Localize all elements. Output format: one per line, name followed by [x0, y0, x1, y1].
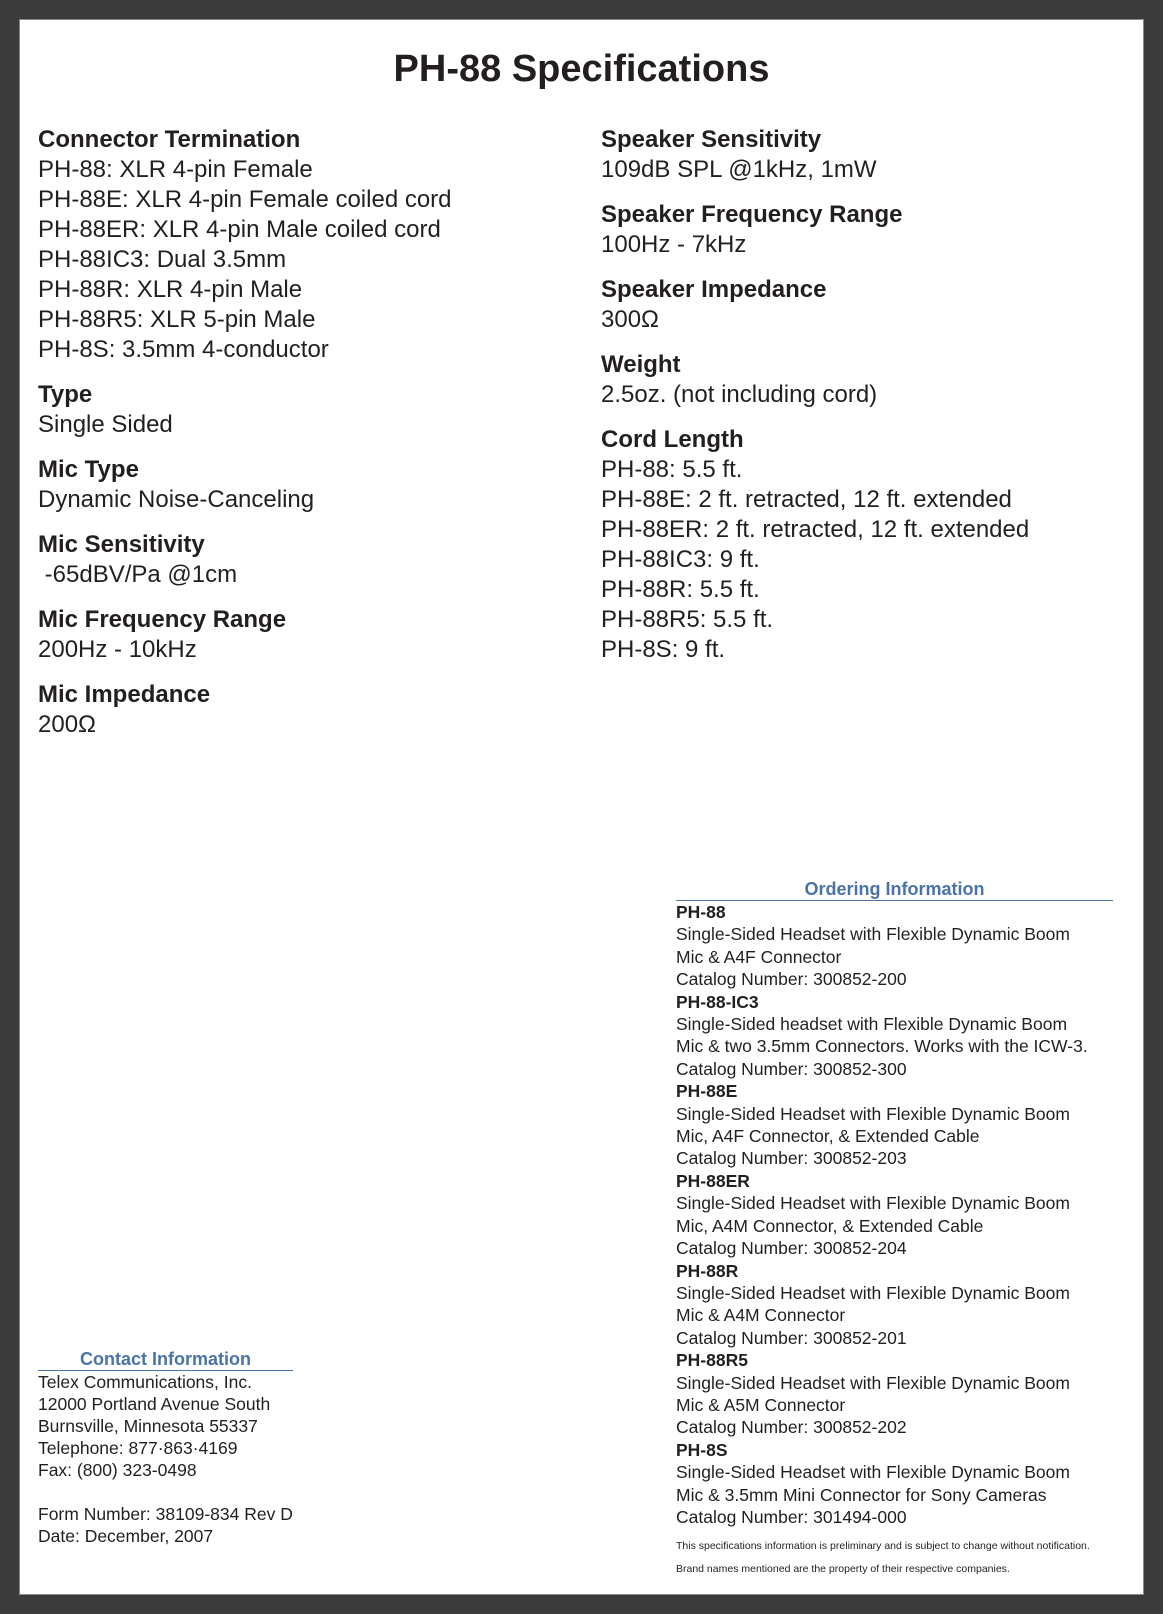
spec-value: PH-88IC3: Dual 3.5mm — [38, 246, 287, 273]
spec-block — [38, 455, 578, 515]
spec-value: PH-88R5: XLR 5-pin Male — [38, 306, 316, 333]
contact-line: Date: December, 2007 — [38, 1526, 214, 1546]
ordering-item — [676, 1170, 1146, 1260]
ordering-item — [676, 1080, 1146, 1170]
contact-line: Burnsville, Minnesota 55337 — [38, 1416, 258, 1436]
spec-value: PH-88R: 5.5 ft. — [601, 576, 760, 603]
spec-block — [601, 425, 1131, 665]
contact-line: Fax: (800) 323-0498 — [38, 1460, 197, 1480]
spec-block — [38, 605, 578, 665]
left-spec-column — [38, 125, 578, 755]
item-description-line: Single-Sided Headset with Flexible Dynamic Boom — [676, 1372, 1070, 1393]
contact-line: Telephone: 877·863·4169 — [38, 1438, 238, 1458]
spec-value: -65dBV/Pa @1cm — [38, 561, 238, 588]
spec-value: 300Ω — [601, 306, 659, 333]
spec-label: Mic Type — [38, 456, 139, 483]
page-title: PH-88 Specifications — [393, 48, 770, 90]
contact-information — [38, 1348, 438, 1547]
disclaimer-notes — [676, 1535, 1146, 1581]
ordering-item — [676, 1260, 1146, 1350]
spec-value: PH-88R: XLR 4-pin Male — [38, 276, 303, 303]
spec-value: Single Sided — [38, 411, 173, 438]
spec-value: 200Ω — [38, 711, 96, 738]
spec-label: Speaker Impedance — [601, 276, 827, 303]
spec-label: Connector Termination — [38, 126, 301, 153]
item-description-line: Catalog Number: 301494-000 — [676, 1506, 907, 1527]
item-description-line: Single-Sided Headset with Flexible Dynamic Boom — [676, 924, 1070, 945]
ordering-item — [676, 901, 1146, 991]
item-description-line: Mic & two 3.5mm Connectors. Works with the ICW-3. — [676, 1036, 1088, 1057]
spec-label: Mic Impedance — [38, 681, 211, 708]
disclaimer-line: Brand names mentioned are the property of their respective companies. — [676, 1563, 1010, 1576]
item-description-line: Catalog Number: 300852-200 — [676, 969, 907, 990]
ordering-heading: Ordering Information — [676, 878, 1113, 901]
item-description-line: Mic & A5M Connector — [676, 1394, 846, 1415]
spec-value: 109dB SPL @1kHz, 1mW — [601, 156, 877, 183]
item-description-line: Mic & 3.5mm Mini Connector for Sony Cameras — [676, 1484, 1047, 1505]
model-name: PH-88 — [676, 902, 726, 922]
spec-value: PH-88E: 2 ft. retracted, 12 ft. extended — [601, 486, 1012, 513]
item-description-line: Mic, A4F Connector, & Extended Cable — [676, 1126, 980, 1147]
ordering-item — [676, 991, 1146, 1081]
spec-sheet-page — [19, 19, 1144, 1595]
item-description-line: Single-Sided Headset with Flexible Dynamic Boom — [676, 1103, 1070, 1124]
item-description-line: Catalog Number: 300852-202 — [676, 1417, 907, 1438]
item-description-line: Mic & A4M Connector — [676, 1305, 846, 1326]
model-name: PH-8S — [676, 1439, 728, 1460]
model-name: PH-88R — [676, 1260, 739, 1281]
spec-value: PH-88: XLR 4-pin Female — [38, 156, 313, 183]
contact-line: Form Number: 38109-834 Rev D — [38, 1504, 293, 1524]
item-description-line: Catalog Number: 300852-204 — [676, 1238, 907, 1259]
spec-label: Weight — [601, 351, 681, 378]
spec-value: Dynamic Noise-Canceling — [38, 486, 315, 513]
spec-value: PH-88: 5.5 ft. — [601, 456, 743, 483]
right-spec-column — [601, 125, 1131, 680]
spec-value: PH-88ER: XLR 4-pin Male coiled cord — [38, 216, 441, 243]
spec-value: 200Hz - 10kHz — [38, 636, 197, 663]
spec-block — [38, 125, 578, 365]
contact-line — [38, 1481, 438, 1503]
item-description-line: Single-Sided Headset with Flexible Dynamic Boom — [676, 1462, 1070, 1483]
spec-value: PH-88IC3: 9 ft. — [601, 546, 760, 573]
spec-block — [601, 125, 1131, 185]
ordering-item — [676, 1349, 1146, 1439]
spec-label: Speaker Sensitivity — [601, 126, 822, 153]
ordering-item — [676, 1439, 1146, 1529]
spec-label: Mic Sensitivity — [38, 531, 205, 558]
spec-block — [601, 350, 1131, 410]
model-name: PH-88R5 — [676, 1350, 748, 1371]
item-description-line: Catalog Number: 300852-201 — [676, 1327, 907, 1348]
contact-lines — [38, 1371, 438, 1547]
spec-label: Mic Frequency Range — [38, 606, 287, 633]
ordering-list — [676, 901, 1146, 1528]
model-name: PH-88-IC3 — [676, 991, 759, 1012]
spec-block — [38, 380, 578, 440]
spec-block — [38, 680, 578, 740]
contact-heading: Contact Information — [38, 1348, 293, 1371]
item-description-line: Single-Sided Headset with Flexible Dynamic Boom — [676, 1193, 1070, 1214]
spec-label: Type — [38, 381, 93, 408]
spec-value: PH-88ER: 2 ft. retracted, 12 ft. extended — [601, 516, 1030, 543]
spec-value: PH-88E: XLR 4-pin Female coiled cord — [38, 186, 452, 213]
disclaimer-line: This specifications information is preliminary and is subject to change without notification. — [676, 1540, 1090, 1553]
spec-label: Speaker Frequency Range — [601, 201, 903, 228]
spec-value: 2.5oz. (not including cord) — [601, 381, 878, 408]
spec-value: PH-8S: 9 ft. — [601, 636, 726, 663]
spec-value: 100Hz - 7kHz — [601, 231, 747, 258]
item-description-line: Catalog Number: 300852-300 — [676, 1058, 907, 1079]
spec-block — [601, 275, 1131, 335]
item-description-line: Single-Sided Headset with Flexible Dynamic Boom — [676, 1282, 1070, 1303]
ordering-information — [676, 878, 1146, 1581]
spec-block — [601, 200, 1131, 260]
model-name: PH-88E — [676, 1081, 738, 1102]
contact-line: Telex Communications, Inc. — [38, 1372, 252, 1392]
spec-label: Cord Length — [601, 426, 744, 453]
item-description-line: Single-Sided headset with Flexible Dynamic Boom — [676, 1014, 1068, 1035]
spec-block — [38, 530, 578, 590]
item-description-line: Mic, A4M Connector, & Extended Cable — [676, 1215, 984, 1236]
contact-line: 12000 Portland Avenue South — [38, 1394, 271, 1414]
item-description-line: Catalog Number: 300852-203 — [676, 1148, 907, 1169]
spec-value: PH-8S: 3.5mm 4-conductor — [38, 336, 329, 363]
item-description-line: Mic & A4F Connector — [676, 946, 842, 967]
model-name: PH-88ER — [676, 1170, 750, 1191]
spec-value: PH-88R5: 5.5 ft. — [601, 606, 774, 633]
